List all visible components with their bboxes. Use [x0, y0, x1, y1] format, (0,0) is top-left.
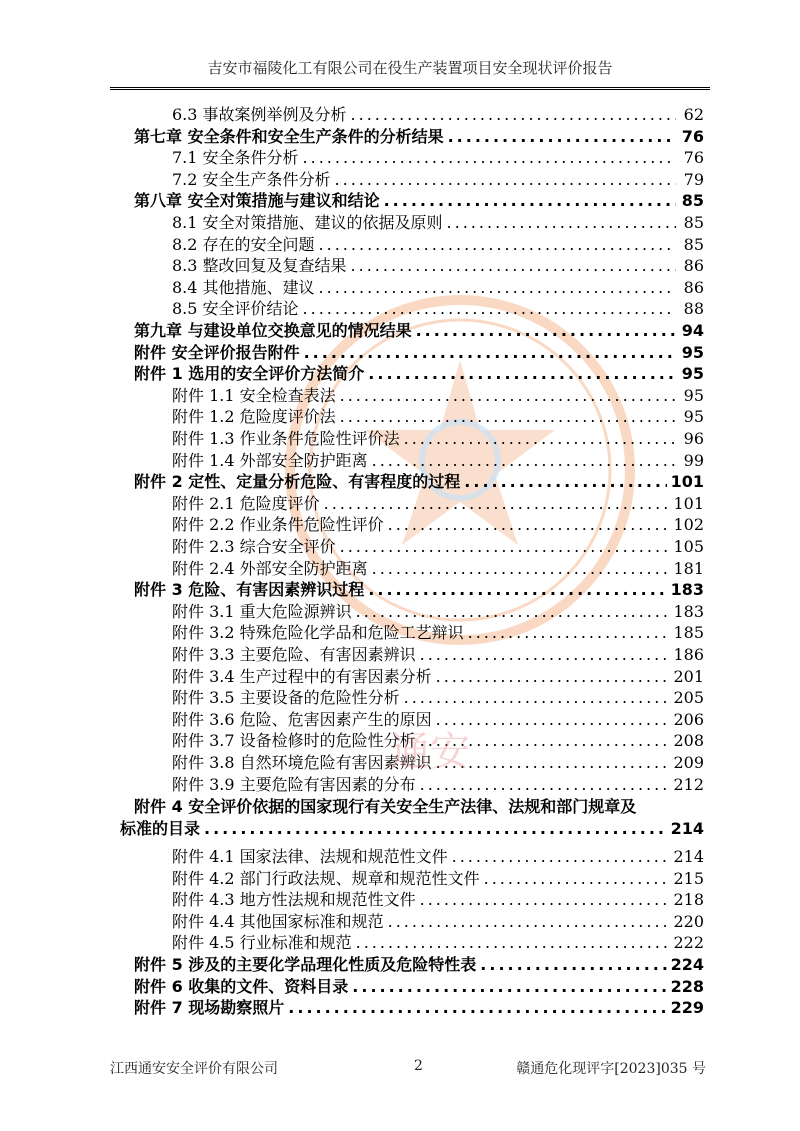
toc-section-entry[interactable]: [0, 385, 800, 407]
toc-section-entry[interactable]: [0, 644, 800, 666]
toc-entry-title: 附件 4.5 行业标准和规范: [172, 933, 352, 952]
toc-entry-title: 附件 安全评价报告附件: [134, 343, 300, 362]
toc-entry-page: 222: [673, 933, 704, 952]
toc-entry-page: 209: [673, 753, 704, 772]
toc-entry-page: 185: [673, 623, 704, 642]
dot-leader: [388, 514, 670, 536]
toc-entry-page: 220: [673, 912, 704, 931]
dot-leader: [319, 277, 676, 299]
toc-chapter-entry[interactable]: [0, 126, 800, 148]
toc-chapter-entry[interactable]: [0, 954, 800, 976]
toc-entry-title: 附件 3 危险、有害因素辨识过程: [134, 580, 365, 599]
toc-section-entry[interactable]: [0, 666, 800, 688]
toc-entry-title: 附件 1.1 安全检查表法: [172, 386, 336, 405]
dot-leader: [351, 104, 676, 126]
toc-entry-page: 85: [681, 191, 704, 210]
toc-entry-title: 附件 4.1 国家法律、法规和规范性文件: [172, 847, 448, 866]
toc-entry-title: 附件 2.1 危险度评价: [172, 494, 320, 513]
toc-entry-page: 95: [681, 364, 704, 383]
toc-entry-title: 8.3 整改回复及复查结果: [172, 256, 347, 275]
toc-chapter-entry[interactable]: [0, 363, 800, 385]
dot-leader: [288, 997, 666, 1019]
dot-leader: [304, 342, 676, 364]
toc-entry-title: 附件 2.4 外部安全防护距离: [172, 559, 368, 578]
dot-leader: [447, 212, 676, 234]
dot-leader: [480, 954, 666, 976]
dot-leader: [404, 687, 670, 709]
toc-entry-title: 标准的目录: [120, 819, 201, 838]
toc-entry-page: 85: [683, 235, 704, 254]
toc-entry-title: 附件 1.2 危险度评价法: [172, 407, 336, 426]
toc-entry-title: 7.1 安全条件分析: [172, 148, 299, 167]
toc-section-entry[interactable]: [0, 212, 800, 234]
dot-leader: [384, 190, 676, 212]
dot-leader: [448, 126, 676, 148]
toc-entry-title: 8.2 存在的安全问题: [172, 235, 315, 254]
toc-entry-page: 214: [670, 819, 704, 838]
toc-entry-title: 附件 3.2 特殊危险化学品和危险工艺辩识: [172, 623, 464, 642]
toc-entry-page: 95: [683, 386, 704, 405]
toc-entry-title: 附件 3.8 自然环境危险有害因素辨识: [172, 753, 432, 772]
toc-entry-page: 76: [683, 148, 704, 167]
toc-entry-page: 228: [670, 977, 704, 996]
dot-leader: [464, 471, 666, 493]
toc-section-entry[interactable]: [0, 147, 800, 169]
toc-section-entry[interactable]: [0, 234, 800, 256]
toc-entry-title: 7.2 安全生产条件分析: [172, 170, 331, 189]
dot-leader: [484, 868, 670, 890]
dot-leader: [388, 911, 670, 933]
dot-leader: [340, 536, 670, 558]
toc-entry-page: 224: [670, 955, 704, 974]
toc-entry-page: 88: [683, 299, 704, 318]
dot-leader: [468, 622, 670, 644]
dot-leader: [436, 709, 670, 731]
page-header-title: 吉安市福陵化工有限公司在役生产装置项目安全现状评价报告: [207, 59, 613, 77]
footer-page-number: 2: [414, 1058, 423, 1074]
toc-entry-title: 附件 2.2 作业条件危险性评价: [172, 515, 384, 534]
toc-section-entry[interactable]: [0, 298, 800, 320]
dot-leader: [356, 932, 670, 954]
toc-entry-page: 85: [683, 213, 704, 232]
dot-leader: [372, 558, 670, 580]
toc-entry-title: 附件 1.4 外部安全防护距离: [172, 451, 368, 470]
dot-leader: [368, 363, 676, 385]
footer-company: 江西通安安全评价有限公司: [110, 1061, 278, 1077]
toc-entry-page: 105: [673, 537, 704, 556]
toc-chapter-entry[interactable]: [0, 471, 800, 493]
toc-entry-page: 183: [670, 580, 704, 599]
dot-leader: [324, 493, 670, 515]
toc-entry-title: 附件 3.5 主要设备的危险性分析: [172, 688, 400, 707]
toc-entry-title: 8.4 其他措施、建议: [172, 278, 315, 297]
dot-leader: [436, 752, 670, 774]
toc-section-entry[interactable]: [0, 752, 800, 774]
dot-leader: [416, 320, 676, 342]
toc-entry-title: 8.5 安全评价结论: [172, 299, 299, 318]
toc-entry-page: 214: [673, 847, 704, 866]
dot-leader: [335, 169, 676, 191]
dot-leader: [351, 255, 676, 277]
toc-entry-page: 102: [673, 515, 704, 534]
toc-entry-title: 第九章 与建设单位交换意见的情况结果: [134, 321, 412, 340]
toc-entry-title: 附件 4.4 其他国家标准和规范: [172, 912, 384, 931]
dot-leader: [452, 846, 670, 868]
toc-entry-page: 186: [673, 645, 704, 664]
toc-entry-page: 79: [683, 170, 704, 189]
dot-leader: [352, 976, 666, 998]
toc-section-entry[interactable]: [0, 846, 800, 868]
toc-entry-wrapped-line1[interactable]: 附件 4 安全评价依据的国家现行有关安全生产法律、法规和部门规章及: [134, 797, 637, 816]
dot-leader: [420, 774, 670, 796]
toc-entry-title: 附件 2.3 综合安全评价: [172, 537, 336, 556]
toc-entry-page: 76: [681, 127, 704, 146]
toc-section-entry[interactable]: [0, 687, 800, 709]
toc-entry-page: 94: [681, 321, 704, 340]
dot-leader: [368, 579, 666, 601]
toc-entry-page: 218: [673, 890, 704, 909]
toc-entry-title: 附件 2 定性、定量分析危险、有害程度的过程: [134, 472, 461, 491]
toc-chapter-entry[interactable]: [0, 320, 800, 342]
toc-section-entry[interactable]: [0, 536, 800, 558]
toc-section-entry[interactable]: [0, 514, 800, 536]
dot-leader: [420, 889, 670, 911]
toc-section-entry[interactable]: [0, 730, 800, 752]
toc-entry-title: 6.3 事故案例举例及分析: [172, 105, 347, 124]
toc-entry-page: 95: [683, 407, 704, 426]
toc-chapter-entry[interactable]: [0, 976, 800, 998]
toc-section-entry[interactable]: [0, 709, 800, 731]
toc-section-entry[interactable]: [0, 868, 800, 890]
toc-entry-page: 101: [670, 472, 704, 491]
dot-leader: [356, 601, 670, 623]
toc-entry-title: 第七章 安全条件和安全生产条件的分析结果: [134, 127, 444, 146]
dot-leader: [303, 298, 676, 320]
toc-entry-title: 附件 3.6 危险、危害因素产生的原因: [172, 710, 432, 729]
toc-entry-page: 215: [673, 869, 704, 888]
toc-section-entry[interactable]: [0, 889, 800, 911]
toc-entry-page: 183: [673, 602, 704, 621]
dot-leader: [436, 666, 670, 688]
toc-entry-title: 附件 3.9 主要危险有害因素的分布: [172, 775, 416, 794]
toc-entry-title: 附件 3.1 重大危险源辨识: [172, 602, 352, 621]
toc-entry-page: 208: [673, 731, 704, 750]
toc-chapter-entry[interactable]: [0, 190, 800, 212]
dot-leader: [340, 406, 676, 428]
toc-section-entry[interactable]: [0, 622, 800, 644]
toc-entry-title: 第八章 安全对策措施与建议和结论: [134, 191, 380, 210]
toc-entry-page: 181: [673, 559, 704, 578]
toc-entry-page: 62: [683, 105, 704, 124]
toc-chapter-entry[interactable]: [0, 997, 800, 1019]
dot-leader: [420, 730, 670, 752]
toc-entry-page: 101: [673, 494, 704, 513]
toc-entry-page: 96: [683, 429, 704, 448]
toc-entry-title: 附件 3.7 设备检修时的危险性分析: [172, 731, 416, 750]
toc-entry-page: 205: [673, 688, 704, 707]
toc-section-entry[interactable]: [0, 558, 800, 580]
dot-leader: [204, 818, 667, 840]
toc-chapter-entry[interactable]: [0, 342, 800, 364]
dot-leader: [319, 234, 676, 256]
toc-section-entry[interactable]: [0, 428, 800, 450]
toc-entry-title: 8.1 安全对策措施、建议的依据及原则: [172, 213, 443, 232]
toc-entry-page: 229: [670, 998, 704, 1017]
toc-entry-title: 附件 7 现场勘察照片: [134, 998, 285, 1017]
toc-entry-page: 201: [673, 667, 704, 686]
toc-entry-page: 99: [683, 451, 704, 470]
toc-entry-title: 附件 1.3 作业条件危险性评价法: [172, 429, 400, 448]
toc-section-entry[interactable]: [0, 277, 800, 299]
dot-leader: [420, 644, 670, 666]
footer-doc-code: 赣通危化现评字[2023]035 号: [516, 1061, 706, 1077]
toc-entry-title: 附件 4.3 地方性法规和规范性文件: [172, 890, 416, 909]
toc-section-entry[interactable]: [0, 255, 800, 277]
toc-chapter-entry[interactable]: [0, 579, 800, 601]
toc-entry-title: 附件 5 涉及的主要化学品理化性质及危险特性表: [134, 955, 477, 974]
toc-entry-page: 86: [683, 256, 704, 275]
dot-leader: [404, 428, 676, 450]
toc-section-entry[interactable]: [0, 406, 800, 428]
toc-entry-title: 附件 3.3 主要危险、有害因素辨识: [172, 645, 416, 664]
dot-leader: [372, 450, 676, 472]
toc-entry-page: 95: [681, 343, 704, 362]
toc-section-entry[interactable]: [0, 774, 800, 796]
toc-entry-title: 附件 1 选用的安全评价方法简介: [134, 364, 365, 383]
toc-section-entry[interactable]: [0, 450, 800, 472]
toc-entry-title: 附件 4.2 部门行政法规、规章和规范性文件: [172, 869, 480, 888]
dot-leader: [340, 385, 676, 407]
toc-section-entry[interactable]: [0, 601, 800, 623]
toc-entry-page: 86: [683, 278, 704, 297]
dot-leader: [303, 147, 676, 169]
watermark-text: 通安: [390, 729, 470, 775]
toc-section-entry[interactable]: [0, 169, 800, 191]
toc-entry-wrapped-line2[interactable]: [0, 818, 800, 840]
toc-section-entry[interactable]: [0, 104, 800, 126]
toc-section-entry[interactable]: [0, 932, 800, 954]
header-rule: [110, 87, 710, 90]
toc-section-entry[interactable]: [0, 493, 800, 515]
toc-entry-title: 附件 6 收集的文件、资料目录: [134, 977, 349, 996]
toc-section-entry[interactable]: [0, 911, 800, 933]
toc-entry-title: 附件 3.4 生产过程中的有害因素分析: [172, 667, 432, 686]
toc-entry-page: 206: [673, 710, 704, 729]
toc-entry-page: 212: [673, 775, 704, 794]
